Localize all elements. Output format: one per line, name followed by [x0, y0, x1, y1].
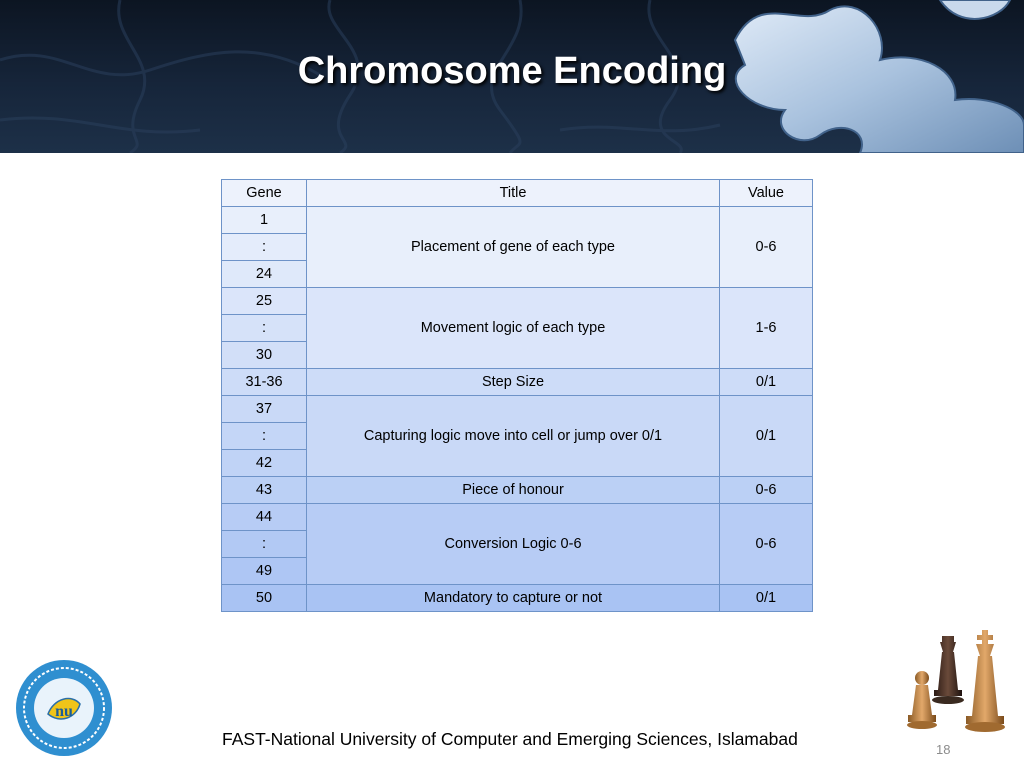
header-cell-gene: Gene — [222, 180, 307, 207]
table-row — [222, 207, 813, 234]
svg-text:nu: nu — [55, 703, 73, 720]
encoding-table-wrapper — [221, 179, 811, 612]
title-cell: Conversion Logic 0-6 — [307, 504, 720, 585]
table-row — [222, 477, 813, 504]
gene-cell: 24 — [222, 261, 307, 288]
value-cell: 0/1 — [720, 369, 813, 396]
gene-cell: : — [222, 315, 307, 342]
gene-cell: : — [222, 423, 307, 450]
value-cell: 1-6 — [720, 288, 813, 369]
gene-cell: 25 — [222, 288, 307, 315]
gene-cell: 30 — [222, 342, 307, 369]
footer-text: FAST-National University of Computer and Emerging Sciences, Islamabad — [222, 729, 798, 749]
value-cell: 0-6 — [720, 504, 813, 585]
title-cell: Placement of gene of each type — [307, 207, 720, 288]
value-cell: 0-6 — [720, 477, 813, 504]
table-row — [222, 504, 813, 531]
value-cell: 0/1 — [720, 585, 813, 612]
title-cell: Movement logic of each type — [307, 288, 720, 369]
gene-cell: 49 — [222, 558, 307, 585]
gene-cell: 43 — [222, 477, 307, 504]
value-cell: 0/1 — [720, 396, 813, 477]
gene-cell: 44 — [222, 504, 307, 531]
gene-cell: 31-36 — [222, 369, 307, 396]
title-cell: Capturing logic move into cell or jump over 0/1 — [307, 396, 720, 477]
encoding-table — [221, 179, 813, 612]
gene-cell: 50 — [222, 585, 307, 612]
header-banner — [0, 0, 1024, 153]
table-row — [222, 288, 813, 315]
university-logo — [14, 658, 114, 758]
title-cell: Piece of honour — [307, 477, 720, 504]
title-cell: Step Size — [307, 369, 720, 396]
gene-cell: 42 — [222, 450, 307, 477]
gene-cell: 37 — [222, 396, 307, 423]
table-row — [222, 396, 813, 423]
slide-title: Chromosome Encoding — [297, 50, 727, 92]
table-row — [222, 369, 813, 396]
gene-cell: 1 — [222, 207, 307, 234]
page-number: 18 — [936, 742, 951, 757]
chess-pieces-image — [900, 628, 1015, 740]
header-cell-title: Title — [307, 180, 720, 207]
gene-cell: : — [222, 234, 307, 261]
gene-cell: : — [222, 531, 307, 558]
table-header-row — [222, 180, 813, 207]
value-cell: 0-6 — [720, 207, 813, 288]
title-cell: Mandatory to capture or not — [307, 585, 720, 612]
header-cell-value: Value — [720, 180, 813, 207]
table-row — [222, 585, 813, 612]
